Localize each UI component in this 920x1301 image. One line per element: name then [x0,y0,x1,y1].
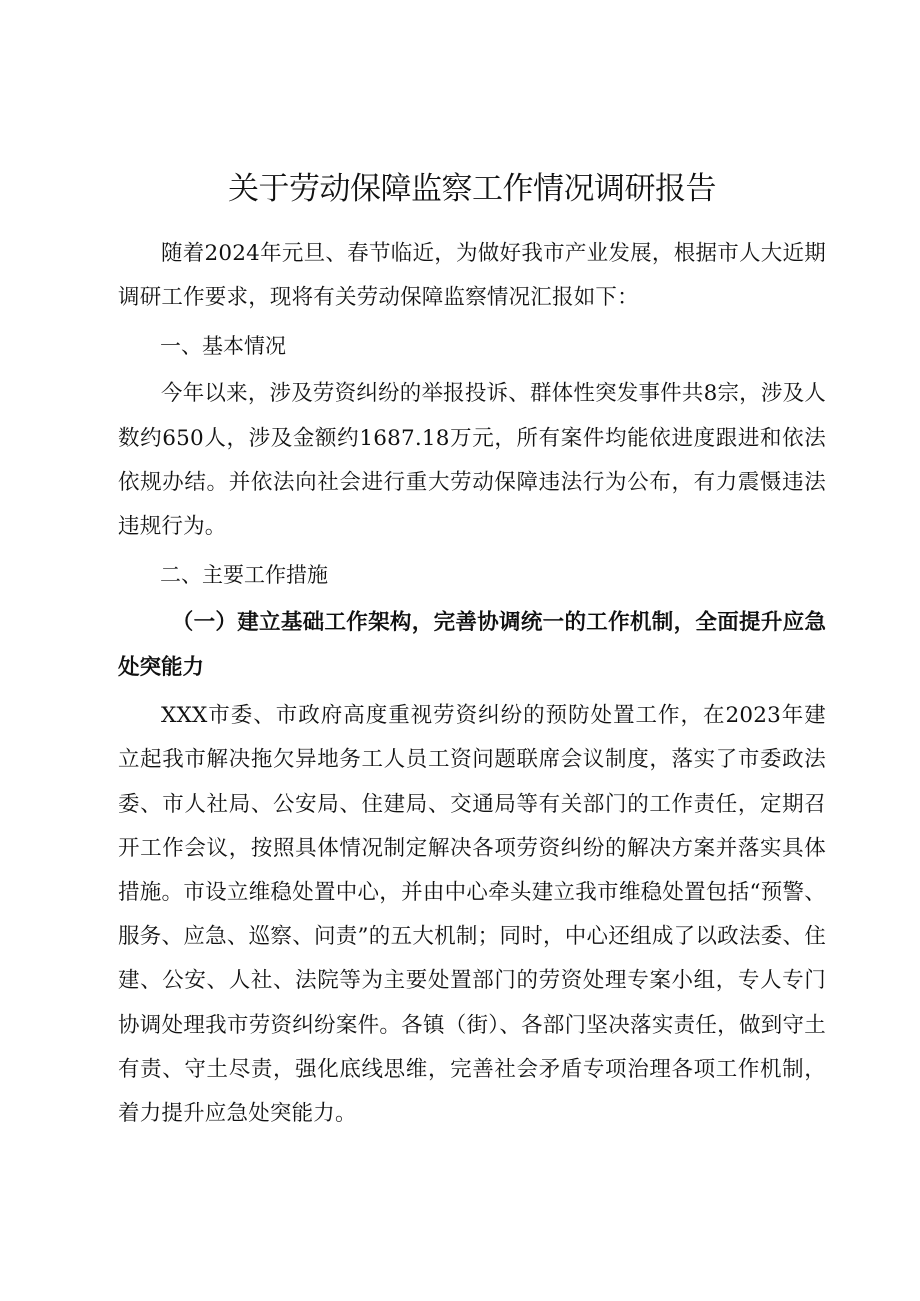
document-content [118,168,826,1136]
subsection-heading-framework: （一）建立基础工作架构，完善协调统一的工作机制，全面提升应急处突能力 [118,610,826,680]
intro-paragraph: 随着2024年元旦、春节临近，为做好我市产业发展，根据市人大近期调研工作要求，现将有关劳动保障监察情况汇报如下： [118,241,826,311]
basic-situation-paragraph: 今年以来，涉及劳资纠纷的举报投诉、群体性突发事件共8宗，涉及人数约650人，涉及金额约1687.18万元，所有案件均能依进度跟进和依法依规办结。并依法向社会进行重大劳动保障违法行为公布，有力震慑违法违规行为。 [118,381,826,540]
section-heading-main-measures: 二、主要工作措施 [160,563,328,588]
document-title: 关于劳动保障监察工作情况调研报告 [228,171,716,207]
section-heading-basic-situation: 一、基本情况 [160,334,286,359]
framework-paragraph: XXX市委、市政府高度重视劳资纠纷的预防处置工作，在2023年建立起我市解决拖欠异地务工人员工资问题联席会议制度，落实了市委政法委、市人社局、公安局、住建局、交通局等有关部门的工作责任，定期召开工作会议，按照具体情况制定解决各项劳资纠纷的解决方案并落实具体措施。市设立维稳处置中心，并由中心牵头建立我市维稳处置包括“预警、服务、应急、巡察、问责”的五大机制；同时，中心还组成了以政法委、住建、公安、人社、法院等为主要处置部门的劳资处理专案小组，专人专门协调处理我市劳资纠纷案件。各镇（街）、各部门坚决落实责任，做到守土有责、守土尽责，强化底线思维，完善社会矛盾专项治理各项工作机制，着力提升应急处突能力。 [118,703,826,1127]
